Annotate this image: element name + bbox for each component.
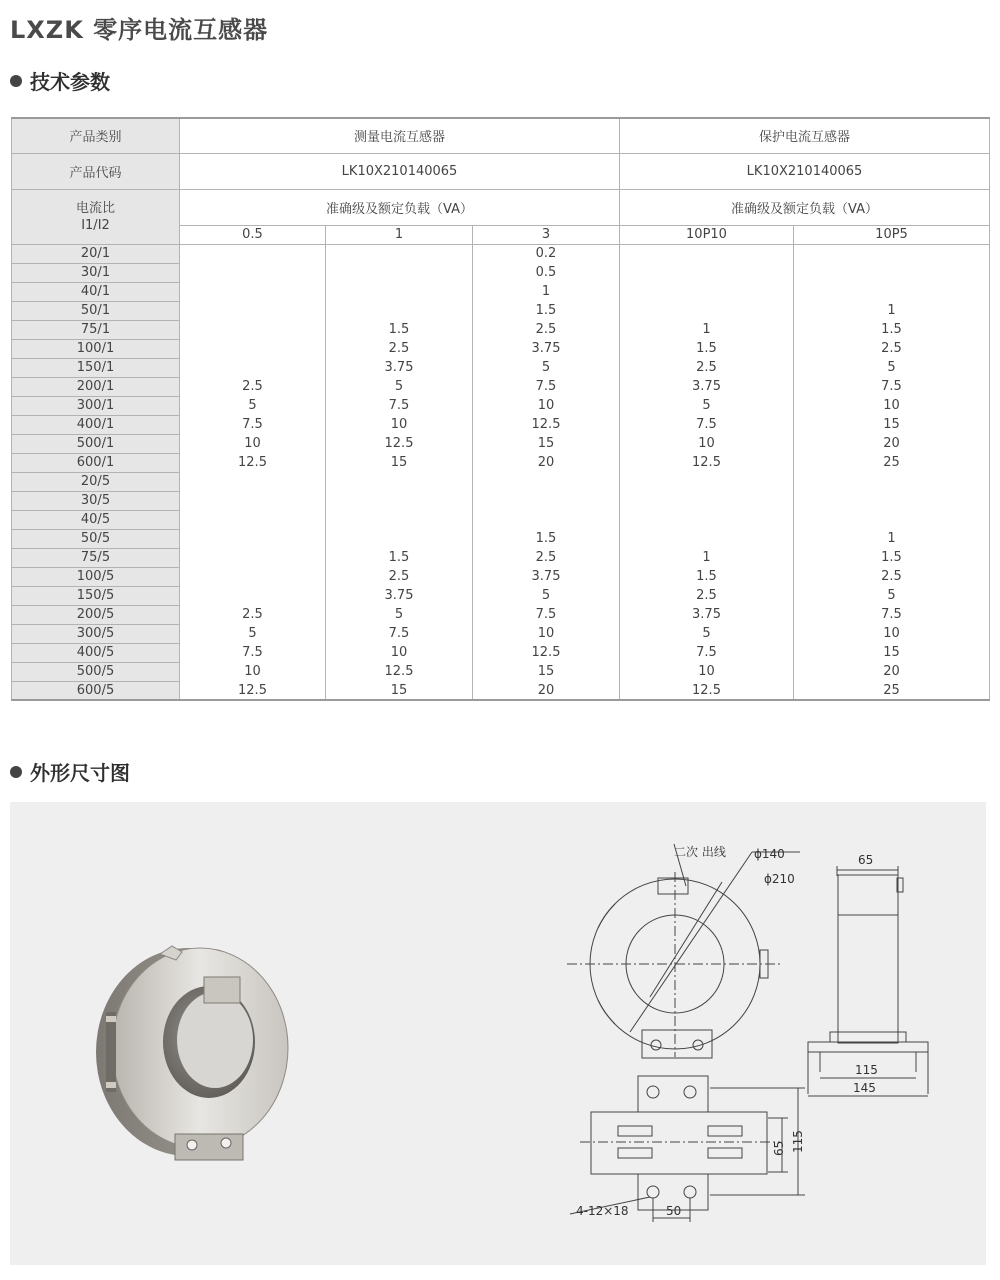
dimension-figure (10, 802, 986, 1265)
bullet-icon (10, 75, 22, 87)
load-value-cell: 12.5 (326, 662, 473, 681)
table-row (12, 118, 990, 153)
load-value-cell: 15 (326, 681, 473, 700)
load-value-cell: 1 (620, 320, 794, 339)
category-label: 产品类别 (12, 118, 180, 153)
side-view (808, 866, 928, 1096)
load-value-cell: 12.5 (473, 415, 620, 434)
load-value-cell: 20 (473, 681, 620, 700)
ratio-cell: 20/5 (12, 472, 180, 491)
load-value-cell (473, 491, 620, 510)
load-value-cell (473, 472, 620, 491)
ratio-cell: 600/5 (12, 681, 180, 700)
load-value-cell: 12.5 (180, 453, 326, 472)
load-value-cell: 2.5 (620, 586, 794, 605)
load-value-cell: 10 (620, 434, 794, 453)
table-row (12, 263, 990, 282)
load-value-cell: 10 (620, 662, 794, 681)
load-value-cell: 1.5 (794, 548, 990, 567)
spec-table (11, 117, 990, 701)
table-row (12, 301, 990, 320)
section-heading-specs (10, 66, 110, 95)
height-65-label: 65 (772, 1140, 786, 1156)
table-row (12, 358, 990, 377)
load-value-cell: 2.5 (794, 339, 990, 358)
width-145-label: 145 (853, 1081, 876, 1095)
load-value-cell: 3.75 (326, 358, 473, 377)
table-row (12, 662, 990, 681)
load-value-cell: 10 (180, 434, 326, 453)
load-value-cell (180, 529, 326, 548)
class-header: 10P5 (794, 225, 990, 244)
table-row (12, 548, 990, 567)
load-value-cell: 2.5 (473, 548, 620, 567)
load-value-cell: 1.5 (326, 320, 473, 339)
load-value-cell: 7.5 (473, 605, 620, 624)
ratio-cell: 150/1 (12, 358, 180, 377)
load-value-cell: 3.75 (326, 586, 473, 605)
load-value-cell: 7.5 (473, 377, 620, 396)
load-value-cell: 15 (794, 643, 990, 662)
load-value-cell: 7.5 (620, 415, 794, 434)
table-row (12, 605, 990, 624)
load-value-cell (180, 491, 326, 510)
load-value-cell (180, 282, 326, 301)
table-row (12, 396, 990, 415)
outer-diameter-label: ϕ210 (764, 872, 795, 886)
load-value-cell (794, 282, 990, 301)
load-value-cell: 12.5 (180, 681, 326, 700)
class-header: 0.5 (180, 225, 326, 244)
load-value-cell: 20 (473, 453, 620, 472)
table-row (12, 153, 990, 189)
load-value-cell: 20 (794, 434, 990, 453)
load-value-cell (794, 510, 990, 529)
class-header: 1 (326, 225, 473, 244)
top-view (570, 1076, 805, 1222)
load-value-cell (794, 263, 990, 282)
load-value-cell: 5 (473, 586, 620, 605)
load-value-cell: 3.75 (473, 339, 620, 358)
ratio-cell: 40/5 (12, 510, 180, 529)
load-value-cell: 5 (180, 624, 326, 643)
load-value-cell: 5 (180, 396, 326, 415)
load-value-cell (794, 244, 990, 263)
measure-type-cell: 测量电流互感器 (180, 118, 620, 153)
ratio-cell: 50/5 (12, 529, 180, 548)
load-value-cell (326, 510, 473, 529)
table-row (12, 189, 990, 225)
inner-diameter-label: ϕ140 (754, 847, 785, 861)
load-value-cell: 2.5 (620, 358, 794, 377)
load-value-cell (794, 472, 990, 491)
load-value-cell: 2.5 (180, 605, 326, 624)
load-value-cell: 7.5 (794, 605, 990, 624)
ratio-cell: 75/5 (12, 548, 180, 567)
load-value-cell: 7.5 (180, 643, 326, 662)
ratio-cell: 150/5 (12, 586, 180, 605)
ratio-cell: 50/1 (12, 301, 180, 320)
table-row (12, 491, 990, 510)
page-title: LXZK 零序电流互感器 (10, 16, 269, 44)
load-value-cell (620, 529, 794, 548)
table-row (12, 415, 990, 434)
load-value-cell: 5 (326, 377, 473, 396)
load-value-cell: 1 (473, 282, 620, 301)
load-value-cell: 15 (473, 662, 620, 681)
load-value-cell: 1 (794, 529, 990, 548)
load-value-cell: 1.5 (794, 320, 990, 339)
load-value-cell (180, 263, 326, 282)
load-value-cell (620, 244, 794, 263)
load-value-cell (326, 263, 473, 282)
load-value-cell: 12.5 (326, 434, 473, 453)
load-value-cell: 5 (620, 624, 794, 643)
ratio-cell: 200/1 (12, 377, 180, 396)
class-header: 10P10 (620, 225, 794, 244)
table-row (12, 453, 990, 472)
protect-load-cell: 准确级及额定负载（VA） (620, 189, 990, 225)
load-value-cell (180, 244, 326, 263)
load-value-cell (180, 586, 326, 605)
load-value-cell: 2.5 (180, 377, 326, 396)
load-value-cell: 5 (473, 358, 620, 377)
load-value-cell: 1 (620, 548, 794, 567)
load-value-cell: 2.5 (473, 320, 620, 339)
ratio-cell: 400/5 (12, 643, 180, 662)
load-value-cell (326, 244, 473, 263)
ratio-cell: 30/1 (12, 263, 180, 282)
load-value-cell (620, 491, 794, 510)
load-value-cell (180, 472, 326, 491)
measure-load-cell: 准确级及额定负载（VA） (180, 189, 620, 225)
table-row (12, 624, 990, 643)
ratio-cell: 400/1 (12, 415, 180, 434)
table-row (12, 377, 990, 396)
load-value-cell: 3.75 (473, 567, 620, 586)
load-value-cell: 7.5 (326, 396, 473, 415)
ratio-cell: 30/5 (12, 491, 180, 510)
section-label: 外形尺寸图 (30, 761, 130, 785)
load-value-cell (326, 529, 473, 548)
load-value-cell: 0.2 (473, 244, 620, 263)
ratio-cell: 40/1 (12, 282, 180, 301)
width-115-label: 115 (855, 1063, 878, 1077)
width-top-label: 65 (858, 853, 874, 867)
load-value-cell (180, 510, 326, 529)
load-value-cell (473, 510, 620, 529)
table-row (12, 529, 990, 548)
section-heading-dims (10, 757, 130, 786)
load-value-cell: 5 (794, 586, 990, 605)
load-value-cell: 5 (794, 358, 990, 377)
bullet-icon (10, 766, 22, 778)
load-value-cell: 10 (326, 643, 473, 662)
ratio-cell: 500/5 (12, 662, 180, 681)
load-value-cell (326, 472, 473, 491)
load-value-cell (326, 301, 473, 320)
load-value-cell: 10 (794, 624, 990, 643)
load-value-cell: 10 (794, 396, 990, 415)
load-value-cell: 10 (180, 662, 326, 681)
lead-label: 二次 出线 (674, 845, 726, 859)
measure-code-cell: LK10X210140065 (180, 153, 620, 189)
ratio-cell: 100/5 (12, 567, 180, 586)
class-header: 3 (473, 225, 620, 244)
load-value-cell: 5 (326, 605, 473, 624)
load-value-cell (180, 339, 326, 358)
load-value-cell: 0.5 (473, 263, 620, 282)
load-value-cell (620, 301, 794, 320)
table-row (12, 434, 990, 453)
load-value-cell: 25 (794, 681, 990, 700)
ratio-cell: 200/5 (12, 605, 180, 624)
table-row (12, 320, 990, 339)
load-value-cell: 7.5 (620, 643, 794, 662)
height-115-label: 115 (791, 1130, 805, 1153)
protect-code-cell: LK10X210140065 (620, 153, 990, 189)
table-row (12, 567, 990, 586)
load-value-cell: 12.5 (620, 453, 794, 472)
load-value-cell: 5 (620, 396, 794, 415)
table-row (12, 681, 990, 700)
ratio-sublabel: I1/I2 (81, 217, 110, 233)
load-value-cell: 10 (473, 624, 620, 643)
table-row (12, 586, 990, 605)
table-row (12, 244, 990, 263)
load-value-cell: 1.5 (473, 301, 620, 320)
load-value-cell (326, 491, 473, 510)
load-value-cell: 1.5 (620, 567, 794, 586)
load-value-cell: 2.5 (326, 567, 473, 586)
load-value-cell: 2.5 (794, 567, 990, 586)
transformer-photo (96, 946, 288, 1160)
load-value-cell (180, 567, 326, 586)
load-value-cell: 1.5 (326, 548, 473, 567)
ratio-cell: 75/1 (12, 320, 180, 339)
load-value-cell: 2.5 (326, 339, 473, 358)
ratio-cell: 300/1 (12, 396, 180, 415)
ratio-cell: 300/5 (12, 624, 180, 643)
ratio-label: 电流比 (75, 200, 115, 216)
ratio-cell: 20/1 (12, 244, 180, 263)
section-label: 技术参数 (30, 70, 110, 94)
hole-spacing-label: 50 (666, 1204, 682, 1218)
load-value-cell (180, 548, 326, 567)
load-value-cell: 15 (326, 453, 473, 472)
load-value-cell (620, 510, 794, 529)
load-value-cell (180, 358, 326, 377)
load-value-cell: 15 (473, 434, 620, 453)
load-value-cell: 10 (326, 415, 473, 434)
table-row (12, 282, 990, 301)
load-value-cell: 1 (794, 301, 990, 320)
protect-type-cell: 保护电流互感器 (620, 118, 990, 153)
load-value-cell (180, 301, 326, 320)
load-value-cell: 3.75 (620, 605, 794, 624)
ratio-cell: 100/1 (12, 339, 180, 358)
table-row (12, 510, 990, 529)
load-value-cell: 1.5 (473, 529, 620, 548)
load-value-cell: 7.5 (326, 624, 473, 643)
load-value-cell: 12.5 (473, 643, 620, 662)
load-value-cell: 25 (794, 453, 990, 472)
hole-spec-label: 4-12×18 (576, 1204, 629, 1218)
load-value-cell: 12.5 (620, 681, 794, 700)
load-value-cell (180, 320, 326, 339)
load-value-cell (620, 263, 794, 282)
load-value-cell: 3.75 (620, 377, 794, 396)
load-value-cell: 7.5 (794, 377, 990, 396)
ratio-label-cell (12, 189, 180, 244)
load-value-cell: 20 (794, 662, 990, 681)
load-value-cell (326, 282, 473, 301)
load-value-cell (620, 282, 794, 301)
table-row (12, 472, 990, 491)
load-value-cell: 1.5 (620, 339, 794, 358)
figure-svg (10, 802, 986, 1265)
load-value-cell (794, 491, 990, 510)
load-value-cell: 15 (794, 415, 990, 434)
load-value-cell (620, 472, 794, 491)
table-row (12, 339, 990, 358)
load-value-cell: 10 (473, 396, 620, 415)
ratio-cell: 600/1 (12, 453, 180, 472)
load-value-cell: 7.5 (180, 415, 326, 434)
ratio-cell: 500/1 (12, 434, 180, 453)
code-label: 产品代码 (12, 153, 180, 189)
table-row (12, 643, 990, 662)
